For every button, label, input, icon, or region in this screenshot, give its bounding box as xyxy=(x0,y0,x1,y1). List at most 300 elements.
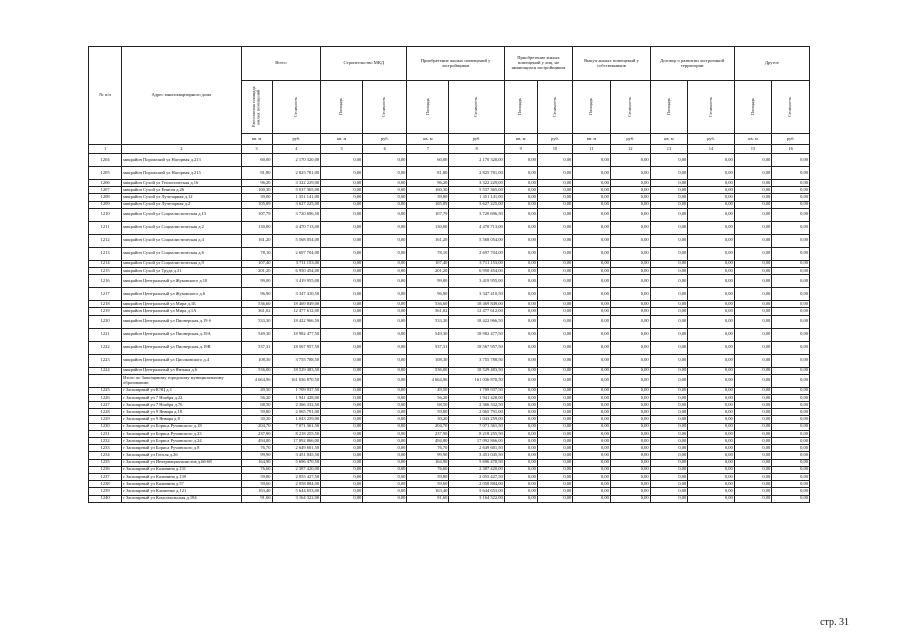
row-value: 18 469 849,00 xyxy=(272,301,321,308)
row-value: 0,00 xyxy=(772,481,810,488)
row-value: 0,00 xyxy=(650,201,688,208)
row-value: 0,00 xyxy=(504,423,537,430)
row-value: 3 627 225,00 xyxy=(272,201,321,208)
row-value: 0,00 xyxy=(504,247,537,260)
row-value: 0,00 xyxy=(610,201,650,208)
row-value: 2 055 427,50 xyxy=(449,473,504,480)
row-value: 0,00 xyxy=(363,154,407,167)
row-value: 0,00 xyxy=(321,445,363,452)
row-value: 0,00 xyxy=(772,301,810,308)
row-value: 0,00 xyxy=(610,416,650,423)
row-value: 2 387 420,00 xyxy=(272,466,321,473)
row-value: 0,00 xyxy=(504,459,537,466)
row-value: 0,00 xyxy=(734,445,772,452)
row-value: 59,80 xyxy=(241,409,272,416)
row-value: 2 366 332,50 xyxy=(449,402,504,409)
row-address: г Заполярный ул Бориса Ручинского д.18 xyxy=(122,423,241,430)
row-address: г Заполярный ул Гоголя д.26 xyxy=(122,452,241,459)
row-value: 4 470 713,00 xyxy=(449,221,504,234)
row-value: 0,00 xyxy=(537,409,572,416)
row-number: 1205 xyxy=(89,167,122,180)
row-value: 0,00 xyxy=(573,459,611,466)
row-value: 0,00 xyxy=(772,387,810,394)
row-value: 0,00 xyxy=(537,452,572,459)
row-address: г Заполярный ул 9 Января д.18 xyxy=(122,409,241,416)
row-value: 0,00 xyxy=(650,452,688,459)
row-value: 0,00 xyxy=(688,367,734,374)
row-address: г Заполярный ул КЭЦ д.1 xyxy=(122,387,241,394)
row-value: 0,00 xyxy=(650,409,688,416)
header-row-no: № п/п xyxy=(89,47,122,145)
row-value: 0,00 xyxy=(610,267,650,274)
row-value: 0,00 xyxy=(650,416,688,423)
row-value: 0,00 xyxy=(504,194,537,201)
row-value: 0,00 xyxy=(363,481,407,488)
row-value: 0,00 xyxy=(504,308,537,315)
row-value: 2 065 791,00 xyxy=(272,409,321,416)
row-value: 0,00 xyxy=(363,430,407,437)
row-value: 0,00 xyxy=(772,308,810,315)
row-value: 0,00 xyxy=(363,473,407,480)
row-value: 60,00 xyxy=(241,154,272,167)
row-value: 1 043 259,00 xyxy=(449,416,504,423)
row-value: 2 697 704,00 xyxy=(272,247,321,260)
header-sub-label: Площадь xyxy=(749,98,755,116)
row-value: 78,10 xyxy=(407,247,449,260)
row-value: 107,79 xyxy=(407,208,449,221)
row-value: 0,00 xyxy=(734,387,772,394)
header-sub-7 xyxy=(537,81,572,134)
table-row xyxy=(89,354,810,367)
row-value: 130,00 xyxy=(241,221,272,234)
row-number: 1208 xyxy=(89,194,122,201)
row-value: 0,00 xyxy=(573,402,611,409)
row-value: 0,00 xyxy=(734,374,772,387)
row-value: 0,00 xyxy=(734,187,772,194)
row-value: 96,20 xyxy=(407,180,449,187)
row-number: 1222 xyxy=(89,341,122,354)
row-value: 0,00 xyxy=(610,288,650,301)
row-number: 1219 xyxy=(89,308,122,315)
row-value: 0,00 xyxy=(504,275,537,288)
header-colnum-8: 9 xyxy=(504,145,537,154)
row-number: 1240 xyxy=(89,495,122,502)
row-value: 536,60 xyxy=(407,301,449,308)
row-value: 0,00 xyxy=(688,187,734,194)
row-address: г Заполярный ул Калинина д.139 xyxy=(122,473,241,480)
row-value: 0,00 xyxy=(610,315,650,328)
row-value: 0,00 xyxy=(610,374,650,387)
row-address: микрайон Порожский ул Нагорная д.213 xyxy=(122,154,241,167)
row-value: 0,00 xyxy=(537,367,572,374)
row-value: 3 322 229,00 xyxy=(272,180,321,187)
row-value: 0,00 xyxy=(688,341,734,354)
row-value: 0,00 xyxy=(573,301,611,308)
row-value: 17 092 866,00 xyxy=(272,438,321,445)
row-value: 0,00 xyxy=(504,466,537,473)
row-value: 0,00 xyxy=(772,438,810,445)
table-row xyxy=(89,423,810,430)
row-value: 0,00 xyxy=(734,328,772,341)
row-value: 0,00 xyxy=(504,201,537,208)
row-value: 7 071 361,50 xyxy=(272,423,321,430)
row-address: микрайон Сухой ул Социалистическая д.2 xyxy=(122,221,241,234)
row-value: 105,09 xyxy=(407,201,449,208)
row-value: 7 071 361,50 xyxy=(449,423,504,430)
row-value: 0,00 xyxy=(504,221,537,234)
row-value: 494,80 xyxy=(241,438,272,445)
table-row xyxy=(89,288,810,301)
row-value: 0,00 xyxy=(734,275,772,288)
row-value: 2 649 601,50 xyxy=(449,445,504,452)
table-row xyxy=(89,387,810,394)
row-value: 0,00 xyxy=(573,387,611,394)
row-value: 2 697 704,00 xyxy=(449,247,504,260)
row-value: 2 055 427,50 xyxy=(272,473,321,480)
row-value: 0,00 xyxy=(573,416,611,423)
header-unit-0: кв. м xyxy=(241,134,272,145)
row-value: 0,00 xyxy=(650,402,688,409)
header-sub-label: Стоимость xyxy=(787,96,793,118)
row-value: 99,90 xyxy=(407,452,449,459)
row-value: 0,00 xyxy=(688,459,734,466)
row-address: г Заполярный ул 7 Ноября д.76 xyxy=(122,402,241,409)
row-value: 0,00 xyxy=(650,445,688,452)
row-value: 0,00 xyxy=(610,308,650,315)
row-value: 0,00 xyxy=(321,187,363,194)
header-sub-1 xyxy=(272,81,321,134)
row-address: микрайон Центральный ул Янтыка д.6 xyxy=(122,367,241,374)
row-value: 0,00 xyxy=(650,180,688,187)
row-value: 0,00 xyxy=(321,374,363,387)
row-value: 0,00 xyxy=(573,354,611,367)
row-value: 0,00 xyxy=(650,308,688,315)
row-value: 0,00 xyxy=(504,416,537,423)
row-value: 60,00 xyxy=(407,154,449,167)
row-value: 0,00 xyxy=(734,430,772,437)
row-value: 0,00 xyxy=(504,481,537,488)
table-row xyxy=(89,374,810,387)
row-value: 0,00 xyxy=(688,275,734,288)
row-value: 0,00 xyxy=(772,367,810,374)
row-value: 0,00 xyxy=(504,387,537,394)
row-value: 0,00 xyxy=(573,308,611,315)
row-address: микрайон Центральный ул Пионерская д.19А xyxy=(122,328,241,341)
row-value: 0,00 xyxy=(321,308,363,315)
row-value: 0,00 xyxy=(772,275,810,288)
row-value: 3 164 322,00 xyxy=(449,495,504,502)
row-value: 0,00 xyxy=(734,459,772,466)
row-value: 0,00 xyxy=(321,341,363,354)
row-value: 0,00 xyxy=(688,208,734,221)
row-value: 0,00 xyxy=(363,459,407,466)
row-value: 1 941 428,00 xyxy=(449,394,504,401)
header-unit-5: руб. xyxy=(449,134,504,145)
row-address: г Заполярный ул Калинина д.57 xyxy=(122,481,241,488)
row-value: 0,00 xyxy=(610,247,650,260)
row-value: 3 755 788,50 xyxy=(449,354,504,367)
row-value: 0,00 xyxy=(772,416,810,423)
row-value: 0,00 xyxy=(321,409,363,416)
header-colnum-row xyxy=(89,145,810,154)
row-value: 204,70 xyxy=(407,423,449,430)
row-value: 0,00 xyxy=(650,267,688,274)
row-address: Итого по Заполярному городскому муниципальному образованию: xyxy=(122,374,241,387)
row-value: 0,00 xyxy=(363,438,407,445)
row-value: 0,00 xyxy=(688,387,734,394)
row-value: 0,00 xyxy=(573,438,611,445)
row-value: 1 709 937,50 xyxy=(272,387,321,394)
row-value: 0,00 xyxy=(573,275,611,288)
row-value: 0,00 xyxy=(650,423,688,430)
row-value: 537,31 xyxy=(241,341,272,354)
row-value: 0,00 xyxy=(321,402,363,409)
row-value: 0,00 xyxy=(688,180,734,187)
row-value: 0,00 xyxy=(734,221,772,234)
row-address: г Заполярный ул Калинина д.131 xyxy=(122,466,241,473)
row-address: микрайон Сухой ул Геологическая д.16 xyxy=(122,180,241,187)
row-address: г Заполярный ул Бориса Ручинского д.23 xyxy=(122,430,241,437)
row-value: 0,00 xyxy=(363,354,407,367)
row-value: 0,00 xyxy=(573,423,611,430)
row-number: 1216 xyxy=(89,275,122,288)
row-value: 0,00 xyxy=(772,394,810,401)
row-value: 6 950 454,00 xyxy=(272,267,321,274)
row-value: 0,00 xyxy=(734,208,772,221)
row-value: 0,00 xyxy=(537,260,572,267)
row-value: 0,00 xyxy=(650,354,688,367)
row-value: 0,00 xyxy=(734,341,772,354)
row-value: 201,20 xyxy=(241,267,272,274)
row-value: 5 644 653,00 xyxy=(272,488,321,495)
row-value: 0,00 xyxy=(321,438,363,445)
row-value: 0,00 xyxy=(573,221,611,234)
row-value: 0,00 xyxy=(688,315,734,328)
row-value: 0,00 xyxy=(504,488,537,495)
row-value: 0,00 xyxy=(772,466,810,473)
row-value: 0,00 xyxy=(537,180,572,187)
row-value: 0,00 xyxy=(734,488,772,495)
row-value: 0,00 xyxy=(537,315,572,328)
row-value: 0,00 xyxy=(650,328,688,341)
row-value: 0,00 xyxy=(321,452,363,459)
row-value: 0,00 xyxy=(772,288,810,301)
row-value: 2 170 320,00 xyxy=(449,154,504,167)
row-value: 5 568 054,00 xyxy=(272,234,321,247)
row-value: 0,00 xyxy=(321,466,363,473)
row-value: 0,00 xyxy=(363,387,407,394)
row-value: 0,00 xyxy=(363,328,407,341)
row-value: 0,00 xyxy=(537,374,572,387)
row-value: 0,00 xyxy=(772,459,810,466)
row-value: 549,30 xyxy=(407,328,449,341)
row-number: 1224 xyxy=(89,367,122,374)
row-value: 0,00 xyxy=(650,247,688,260)
row-value: 0,00 xyxy=(734,473,772,480)
row-value: 0,00 xyxy=(610,387,650,394)
header-sub-12 xyxy=(734,81,772,134)
row-value: 0,00 xyxy=(772,187,810,194)
row-value: 0,00 xyxy=(734,167,772,180)
row-address: микрайон Центральный ул Пионерская д.19В xyxy=(122,341,241,354)
row-number: 1212 xyxy=(89,234,122,247)
row-value: 68,50 xyxy=(241,402,272,409)
row-value: 0,00 xyxy=(688,260,734,267)
row-value: 99,00 xyxy=(407,275,449,288)
table-row xyxy=(89,221,810,234)
row-value: 3 720 696,50 xyxy=(449,208,504,221)
row-value: 0,00 xyxy=(504,328,537,341)
row-value: 0,00 xyxy=(734,423,772,430)
row-value: 0,00 xyxy=(688,167,734,180)
row-value: 0,00 xyxy=(363,187,407,194)
row-value: 0,00 xyxy=(504,445,537,452)
table-row xyxy=(89,328,810,341)
row-value: 0,00 xyxy=(772,208,810,221)
row-address: микрайон Центральный ул Пионерская д.19 б xyxy=(122,315,241,328)
row-value: 0,00 xyxy=(537,154,572,167)
row-value: 0,00 xyxy=(537,234,572,247)
row-value: 2 058 884,00 xyxy=(272,481,321,488)
row-value: 0,00 xyxy=(537,354,572,367)
row-value: 59,60 xyxy=(241,481,272,488)
row-value: 0,00 xyxy=(504,288,537,301)
header-sub-2 xyxy=(321,81,363,134)
table-row xyxy=(89,466,810,473)
row-value: 0,00 xyxy=(734,452,772,459)
row-address: г Заполярный ул Бориса Ручинского д.8 xyxy=(122,445,241,452)
table-row xyxy=(89,438,810,445)
row-value: 18 982 477,50 xyxy=(272,328,321,341)
header-unit-1: руб. xyxy=(272,134,321,145)
page-number: стр. 31 xyxy=(820,617,849,628)
row-value: 4 470 713,00 xyxy=(272,221,321,234)
row-value: 0,00 xyxy=(363,234,407,247)
row-value: 0,00 xyxy=(363,394,407,401)
row-value: 108,30 xyxy=(241,354,272,367)
row-value: 161,20 xyxy=(407,234,449,247)
row-value: 0,00 xyxy=(688,438,734,445)
row-value: 107,40 xyxy=(241,260,272,267)
row-value: 0,00 xyxy=(363,495,407,502)
row-value: 161 036 870,50 xyxy=(272,374,321,387)
table-row xyxy=(89,341,810,354)
row-value: 0,00 xyxy=(772,315,810,328)
row-value: 0,00 xyxy=(650,488,688,495)
row-value: 0,00 xyxy=(734,495,772,502)
header-unit-11: руб. xyxy=(688,134,734,145)
row-value: 2 825 781,00 xyxy=(272,167,321,180)
row-value: 0,00 xyxy=(772,445,810,452)
row-value: 0,00 xyxy=(321,275,363,288)
table-body xyxy=(89,154,810,503)
header-unit-4: кв. м xyxy=(407,134,449,145)
row-value: 78,10 xyxy=(241,247,272,260)
row-value: 0,00 xyxy=(688,201,734,208)
row-number: 1209 xyxy=(89,201,122,208)
row-value: 0,00 xyxy=(688,402,734,409)
row-value: 0,00 xyxy=(573,208,611,221)
row-value: 536,00 xyxy=(241,367,272,374)
row-value: 536,00 xyxy=(407,367,449,374)
row-value: 0,00 xyxy=(688,374,734,387)
row-value: 2 387 420,00 xyxy=(449,466,504,473)
row-value: 0,00 xyxy=(610,187,650,194)
row-value: 0,00 xyxy=(504,402,537,409)
row-number: 1220 xyxy=(89,315,122,328)
row-value: 0,00 xyxy=(610,354,650,367)
header-colnum-6: 7 xyxy=(407,145,449,154)
row-value: 0,00 xyxy=(610,194,650,201)
row-address: г Заполярный ул 9 Января д.8 xyxy=(122,416,241,423)
row-value: 0,00 xyxy=(610,180,650,187)
table-row xyxy=(89,481,810,488)
header-sub-label: Стоимость xyxy=(626,96,632,118)
row-value: 237,90 xyxy=(241,430,272,437)
row-value: 0,00 xyxy=(321,247,363,260)
row-value: 0,00 xyxy=(537,466,572,473)
table-row xyxy=(89,459,810,466)
row-value: 0,00 xyxy=(650,341,688,354)
header-sub-label: Стоимость xyxy=(707,96,713,118)
row-value: 0,00 xyxy=(734,194,772,201)
header-unit-12: кв. м xyxy=(734,134,772,145)
row-value: 0,00 xyxy=(573,154,611,167)
row-value: 0,00 xyxy=(537,328,572,341)
row-value: 5 568 054,00 xyxy=(449,234,504,247)
row-value: 0,00 xyxy=(772,430,810,437)
row-value: 81,80 xyxy=(241,167,272,180)
row-value: 2 065 791,00 xyxy=(449,409,504,416)
row-value: 0,00 xyxy=(504,301,537,308)
table-row xyxy=(89,267,810,274)
row-value: 49,50 xyxy=(407,387,449,394)
header-group-row xyxy=(89,47,810,81)
row-value: 0,00 xyxy=(537,275,572,288)
row-value: 91,60 xyxy=(407,495,449,502)
row-value: 0,00 xyxy=(321,208,363,221)
row-address: г Заполярный ул Бориса Ручинского д.24 xyxy=(122,438,241,445)
row-value: 56,20 xyxy=(241,394,272,401)
row-value: 99,90 xyxy=(241,452,272,459)
row-value: 0,00 xyxy=(688,452,734,459)
row-value: 0,00 xyxy=(504,354,537,367)
row-value: 0,00 xyxy=(734,201,772,208)
row-value: 0,00 xyxy=(610,328,650,341)
header-colnum-14: 15 xyxy=(734,145,772,154)
header-sub-0 xyxy=(241,81,272,134)
row-value: 0,00 xyxy=(688,409,734,416)
row-value: 0,00 xyxy=(537,187,572,194)
row-value: 0,00 xyxy=(772,409,810,416)
row-value: 1 941 428,00 xyxy=(272,394,321,401)
table-row xyxy=(89,402,810,409)
row-value: 96,90 xyxy=(241,288,272,301)
row-value: 0,00 xyxy=(772,495,810,502)
row-value: 0,00 xyxy=(321,180,363,187)
row-value: 0,00 xyxy=(688,154,734,167)
row-address: микрайон Центральный ул Циолковского д.4 xyxy=(122,354,241,367)
header-group-total: Всего xyxy=(241,47,321,81)
row-value: 0,00 xyxy=(537,459,572,466)
row-value: 0,00 xyxy=(734,301,772,308)
row-value: 161 036 870,50 xyxy=(449,374,504,387)
table-row xyxy=(89,495,810,502)
row-value: 0,00 xyxy=(688,221,734,234)
row-value: 0,00 xyxy=(734,402,772,409)
row-value: 0,00 xyxy=(537,308,572,315)
row-number: 1221 xyxy=(89,328,122,341)
